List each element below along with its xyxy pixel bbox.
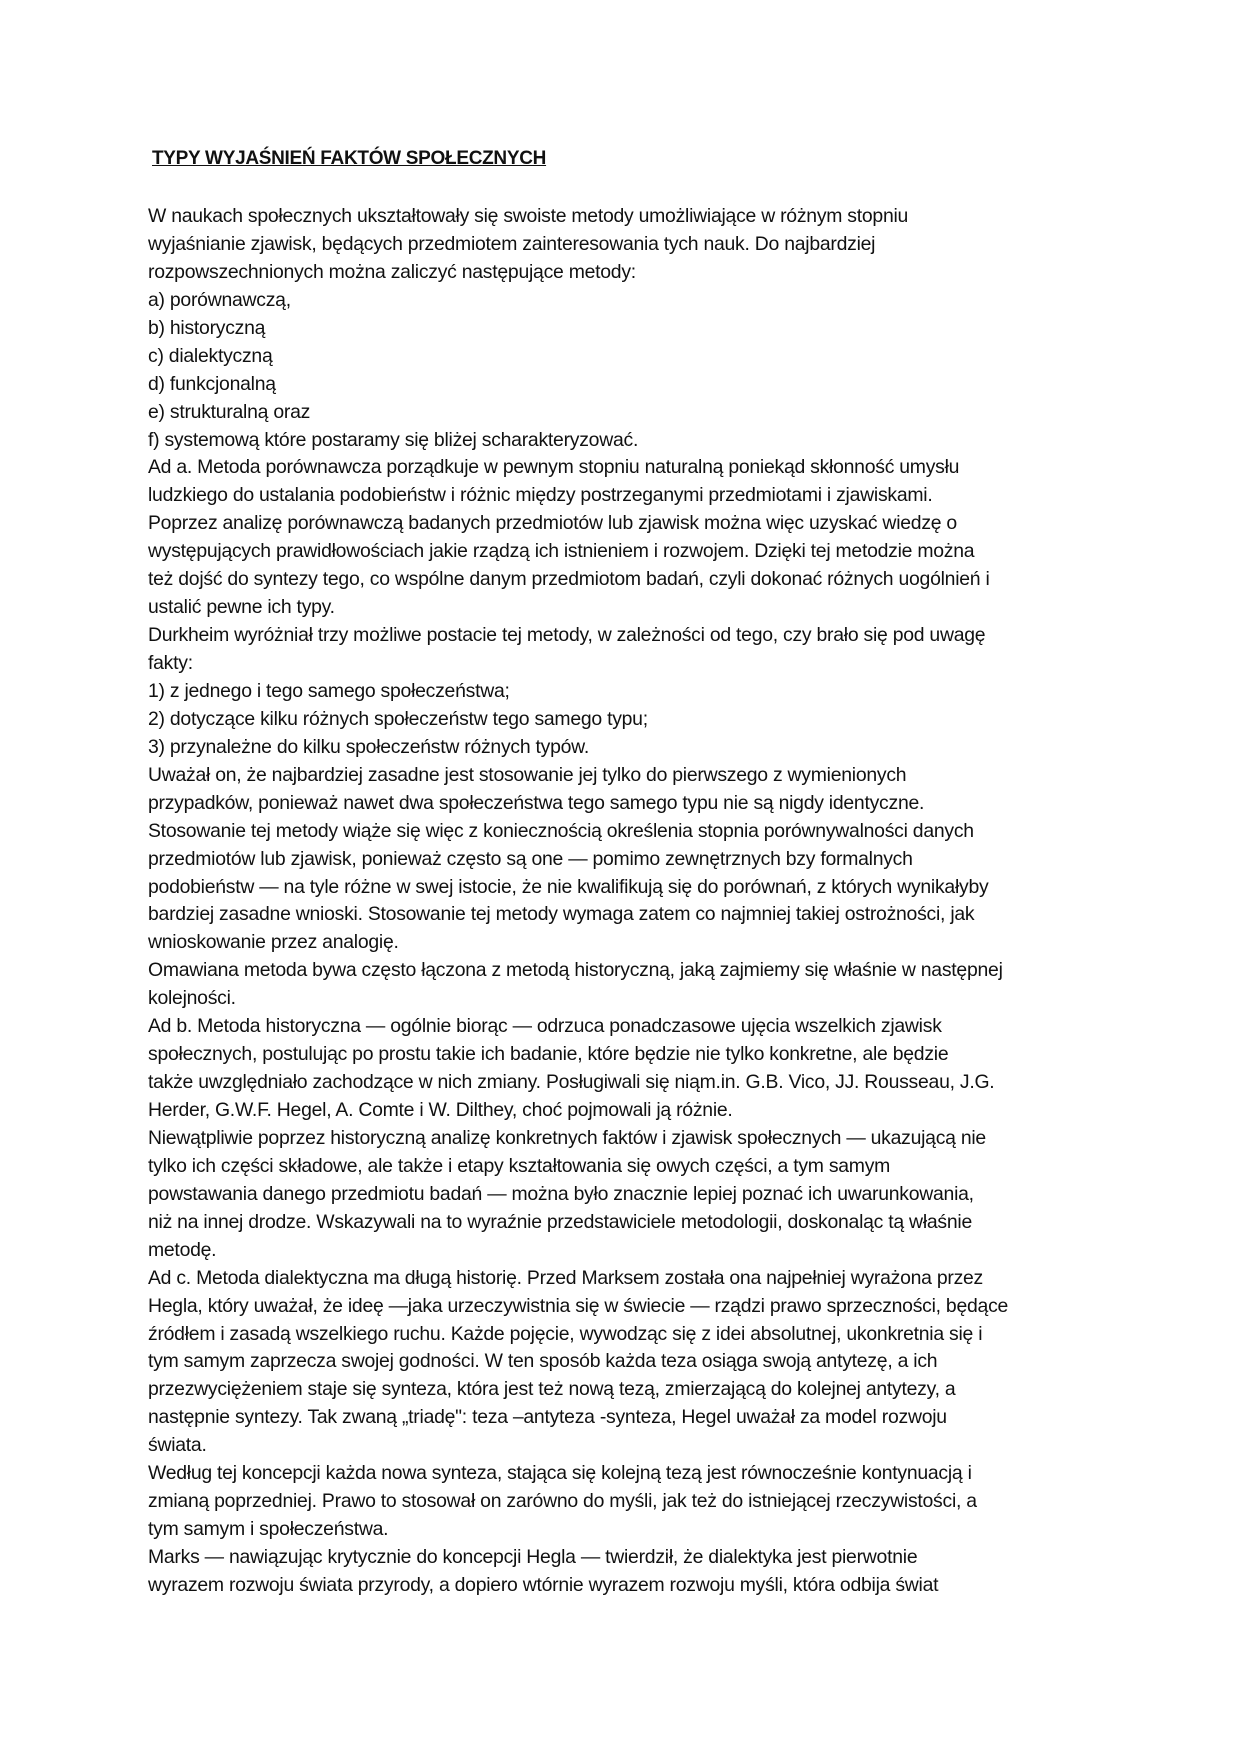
text-line: 2) dotyczące kilku różnych społeczeństw tego samego typu; — [148, 707, 648, 730]
text-line: niż na innej drodze. Wskazywali na to wyraźnie przedstawiciele metodologii, doskonaląc tą właśnie — [148, 1210, 972, 1233]
text-line: Uważał on, że najbardziej zasadne jest stosowanie jej tylko do pierwszego z wymienionych — [148, 763, 907, 786]
text-line: zmianą poprzedniej. Prawo to stosował on zarówno do myśli, jak też do istniejącej rzeczywistości, a — [148, 1490, 977, 1513]
text-line: ustalić pewne ich typy. — [148, 596, 335, 619]
text-line: 1) z jednego i tego samego społeczeństwa; — [148, 679, 510, 702]
text-line: Hegla, który uważał, że ideę —jaka urzeczywistnia się w świecie — rządzi prawo sprzeczności, będące — [148, 1294, 1009, 1317]
text-line: c) dialektyczną — [148, 344, 273, 367]
text-line: Ad a. Metoda porównawcza porządkuje w pewnym stopniu naturalną poniekąd skłonność umysłu — [148, 456, 960, 479]
text-line: tylko ich części składowe, ale także i etapy kształtowania się owych części, a tym samym — [148, 1154, 891, 1177]
text-line: Herder, G.W.F. Hegel, A. Comte i W. Dilthey, choć pojmowali ją różnie. — [148, 1099, 733, 1121]
text-line: też dojść do syntezy tego, co wspólne danym przedmiotom badań, czyli dokonać różnych uogólnień i — [148, 568, 990, 591]
text-line: kolejności. — [148, 987, 236, 1010]
text-line: Omawiana metoda bywa często łączona z metodą historyczną, jaką zajmiemy się właśnie w następnej — [148, 959, 1003, 982]
text-line: wyrazem rozwoju świata przyrody, a dopiero wtórnie wyrazem rozwoju myśli, która odbija świat — [148, 1573, 939, 1596]
text-line: e) strukturalną oraz — [148, 400, 311, 423]
text-line: wyjaśnianie zjawisk, będących przedmiotem zainteresowania tych nauk. Do najbardziej — [148, 232, 876, 255]
text-line: źródłem i zasadą wszelkiego ruchu. Każde pojęcie, wywodząc się z idei absolutnej, ukonkretnia się i — [148, 1322, 983, 1345]
text-line: Stosowanie tej metody wiąże się więc z koniecznością określenia stopnia porównywalności danych — [148, 819, 974, 842]
text-line: przypadków, ponieważ nawet dwa społeczeństwa tego samego typu nie są nigdy identyczne. — [148, 791, 925, 814]
text-line: także uwzględniało zachodzące w nich zmiany. Posługiwali się niąm.in. G.B. Vico, JJ. Rousseau, J.G. — [148, 1071, 995, 1094]
text-line: Według tej koncepcji każda nowa synteza, stająca się kolejną tezą jest równocześnie kontynuacją i — [148, 1462, 972, 1485]
text-line: przedmiotów lub zjawisk, ponieważ często są one — pomimo zewnętrznych bzy formalnych — [148, 847, 913, 870]
text-line: d) funkcjonalną — [148, 372, 276, 395]
text-line: fakty: — [148, 652, 193, 674]
text-line: tym samym i społeczeństwa. — [148, 1518, 389, 1541]
text-line: Ad b. Metoda historyczna — ogólnie biorąc — odrzuca ponadczasowe ujęcia wszelkich zjawisk — [148, 1015, 942, 1038]
text-line: Ad c. Metoda dialektyczna ma długą historię. Przed Marksem została ona najpełniej wyrażona przez — [148, 1266, 984, 1289]
text-line: bardziej zasadne wnioski. Stosowanie tej metody wymaga zatem co najmniej takiej ostrożności, jak — [148, 903, 975, 926]
text-line: wnioskowanie przez analogię. — [148, 931, 399, 954]
text-line: Marks — nawiązując krytycznie do koncepcji Hegla — twierdził, że dialektyka jest pierwotnie — [148, 1546, 918, 1568]
text-line: W naukach społecznych ukształtowały się swoiste metody umożliwiające w różnym stopniu — [148, 205, 909, 227]
text-line: 3) przynależne do kilku społeczeństw różnych typów. — [148, 735, 589, 758]
text-line: występujących prawidłowościach jakie rządzą ich istnieniem i rozwojem. Dzięki tej metodzie można — [148, 540, 975, 563]
text-line: następnie syntezy. Tak zwaną „triadę": teza –antyteza -synteza, Hegel uważał za model rozwoju — [148, 1406, 947, 1429]
text-line: Durkheim wyróżniał trzy możliwe postacie tej metody, w zależności od tego, czy brało się pod uwagę — [148, 624, 986, 647]
text-line: a) porównawczą, — [148, 288, 291, 311]
text-line: Poprzez analizę porównawczą badanych przedmiotów lub zjawisk można więc uzyskać wiedzę o — [148, 512, 957, 535]
text-line: ludzkiego do ustalania podobieństw i różnic między postrzeganymi przedmiotami i zjawiskami. — [148, 484, 933, 507]
text-line: powstawania danego przedmiotu badań — można było znacznie lepiej poznać ich uwarunkowania, — [148, 1182, 974, 1205]
text-line: metodę. — [148, 1238, 217, 1261]
text-line: społecznych, postulując po prostu takie ich badanie, które będzie nie tylko konkretne, ale będzie — [148, 1043, 949, 1066]
text-line: przezwyciężeniem staje się synteza, która jest też nową tezą, zmierzającą do kolejnej antytezy, a — [148, 1378, 956, 1401]
text-line: świata. — [148, 1434, 207, 1457]
document-body — [148, 203, 1118, 1600]
text-line: tym samym zaprzecza swojej godności. W ten sposób każda teza osiąga swoją antytezę, a ich — [148, 1350, 938, 1373]
text-line: f) systemową które postaramy się bliżej scharakteryzować. — [148, 428, 639, 451]
text-line: Niewątpliwie poprzez historyczną analizę konkretnych faktów i zjawisk społecznych — ukazującą nie — [148, 1126, 986, 1149]
text-line: podobieństw — na tyle różne w swej istocie, że nie kwalifikują się do porównań, z których wynikałyby — [148, 875, 989, 898]
text-line: b) historyczną — [148, 316, 266, 339]
document-title: TYPY WYJAŚNIEŃ FAKTÓW SPOŁECZNYCH — [152, 148, 547, 169]
text-line: rozpowszechnionych można zaliczyć następujące metody: — [148, 260, 636, 283]
